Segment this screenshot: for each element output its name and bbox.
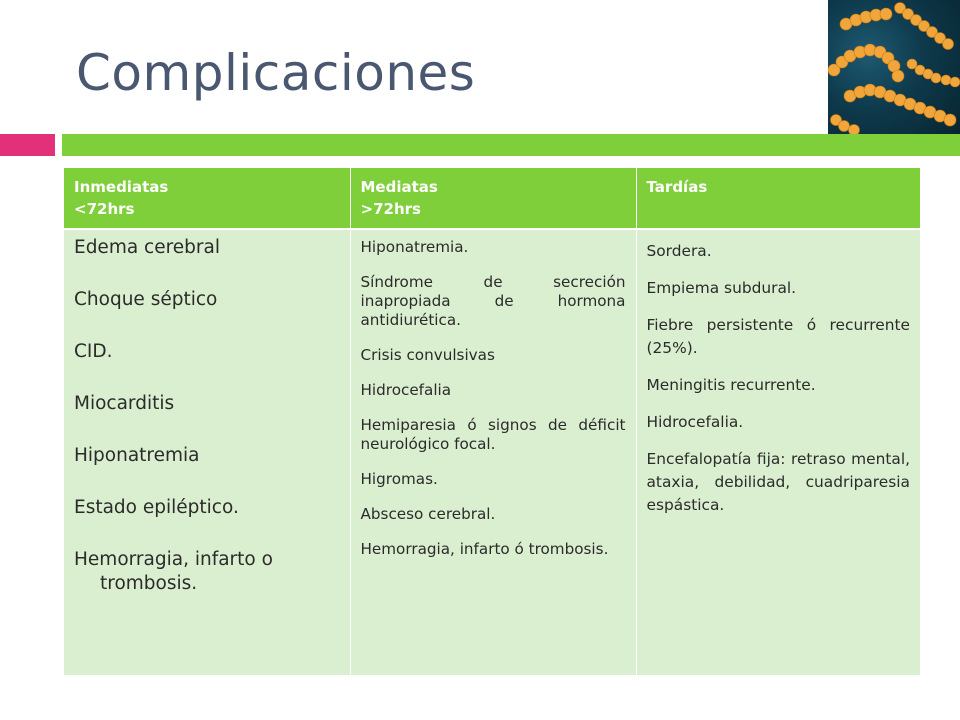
cell-inmediatas <box>64 229 350 675</box>
cell-tardias <box>636 229 920 675</box>
bacteria-micrograph-image <box>828 0 960 134</box>
header-label: Mediatas <box>360 178 438 196</box>
list-item: Edema cerebral <box>74 237 221 258</box>
header-inmediatas <box>64 168 350 229</box>
header-label: Tardías <box>646 178 708 196</box>
header-mediatas <box>350 168 636 229</box>
list-item: Hidrocefalia <box>360 381 452 399</box>
list-item: Síndrome de secreción inapropiada de hormona antidiurética. <box>360 273 626 329</box>
list-item: Higromas. <box>360 470 438 488</box>
cell-mediatas <box>350 229 636 675</box>
header-sublabel: >72hrs <box>360 200 421 218</box>
list-item: Absceso cerebral. <box>360 505 496 523</box>
header-label: Inmediatas <box>74 178 169 196</box>
list-item: Crisis convulsivas <box>360 346 495 364</box>
list-item: Encefalopatía fija: retraso mental, ataxia, debilidad, cuadriparesia espástica. <box>646 450 910 514</box>
list-item: Meningitis recurrente. <box>646 376 816 394</box>
list-item: Empiema subdural. <box>646 279 797 297</box>
header-sublabel: <72hrs <box>74 200 135 218</box>
list-item: Estado epiléptico. <box>74 497 239 518</box>
list-item: Hiponatremia <box>74 445 200 466</box>
list-item: Hiponatremia. <box>360 238 469 256</box>
complications-table <box>64 168 920 675</box>
list-item: Fiebre persistente ó recurrente (25%). <box>646 316 910 357</box>
list-item: Choque séptico <box>74 289 218 310</box>
slide-title: Complicaciones <box>76 44 476 102</box>
list-item: Hemorragia, infarto o trombosis. <box>74 549 273 594</box>
table-header-row <box>64 168 920 229</box>
accent-bar-green <box>62 134 960 156</box>
table-row <box>64 229 920 675</box>
list-item: Hemiparesia ó signos de déficit neurológico focal. <box>360 416 626 453</box>
list-item: Miocarditis <box>74 393 175 414</box>
list-item: CID. <box>74 341 113 362</box>
accent-bar-pink <box>0 134 55 156</box>
list-item: Hidrocefalia. <box>646 413 744 431</box>
list-item: Sordera. <box>646 242 712 260</box>
list-item: Hemorragia, infarto ó trombosis. <box>360 540 609 558</box>
header-tardias <box>636 168 920 229</box>
